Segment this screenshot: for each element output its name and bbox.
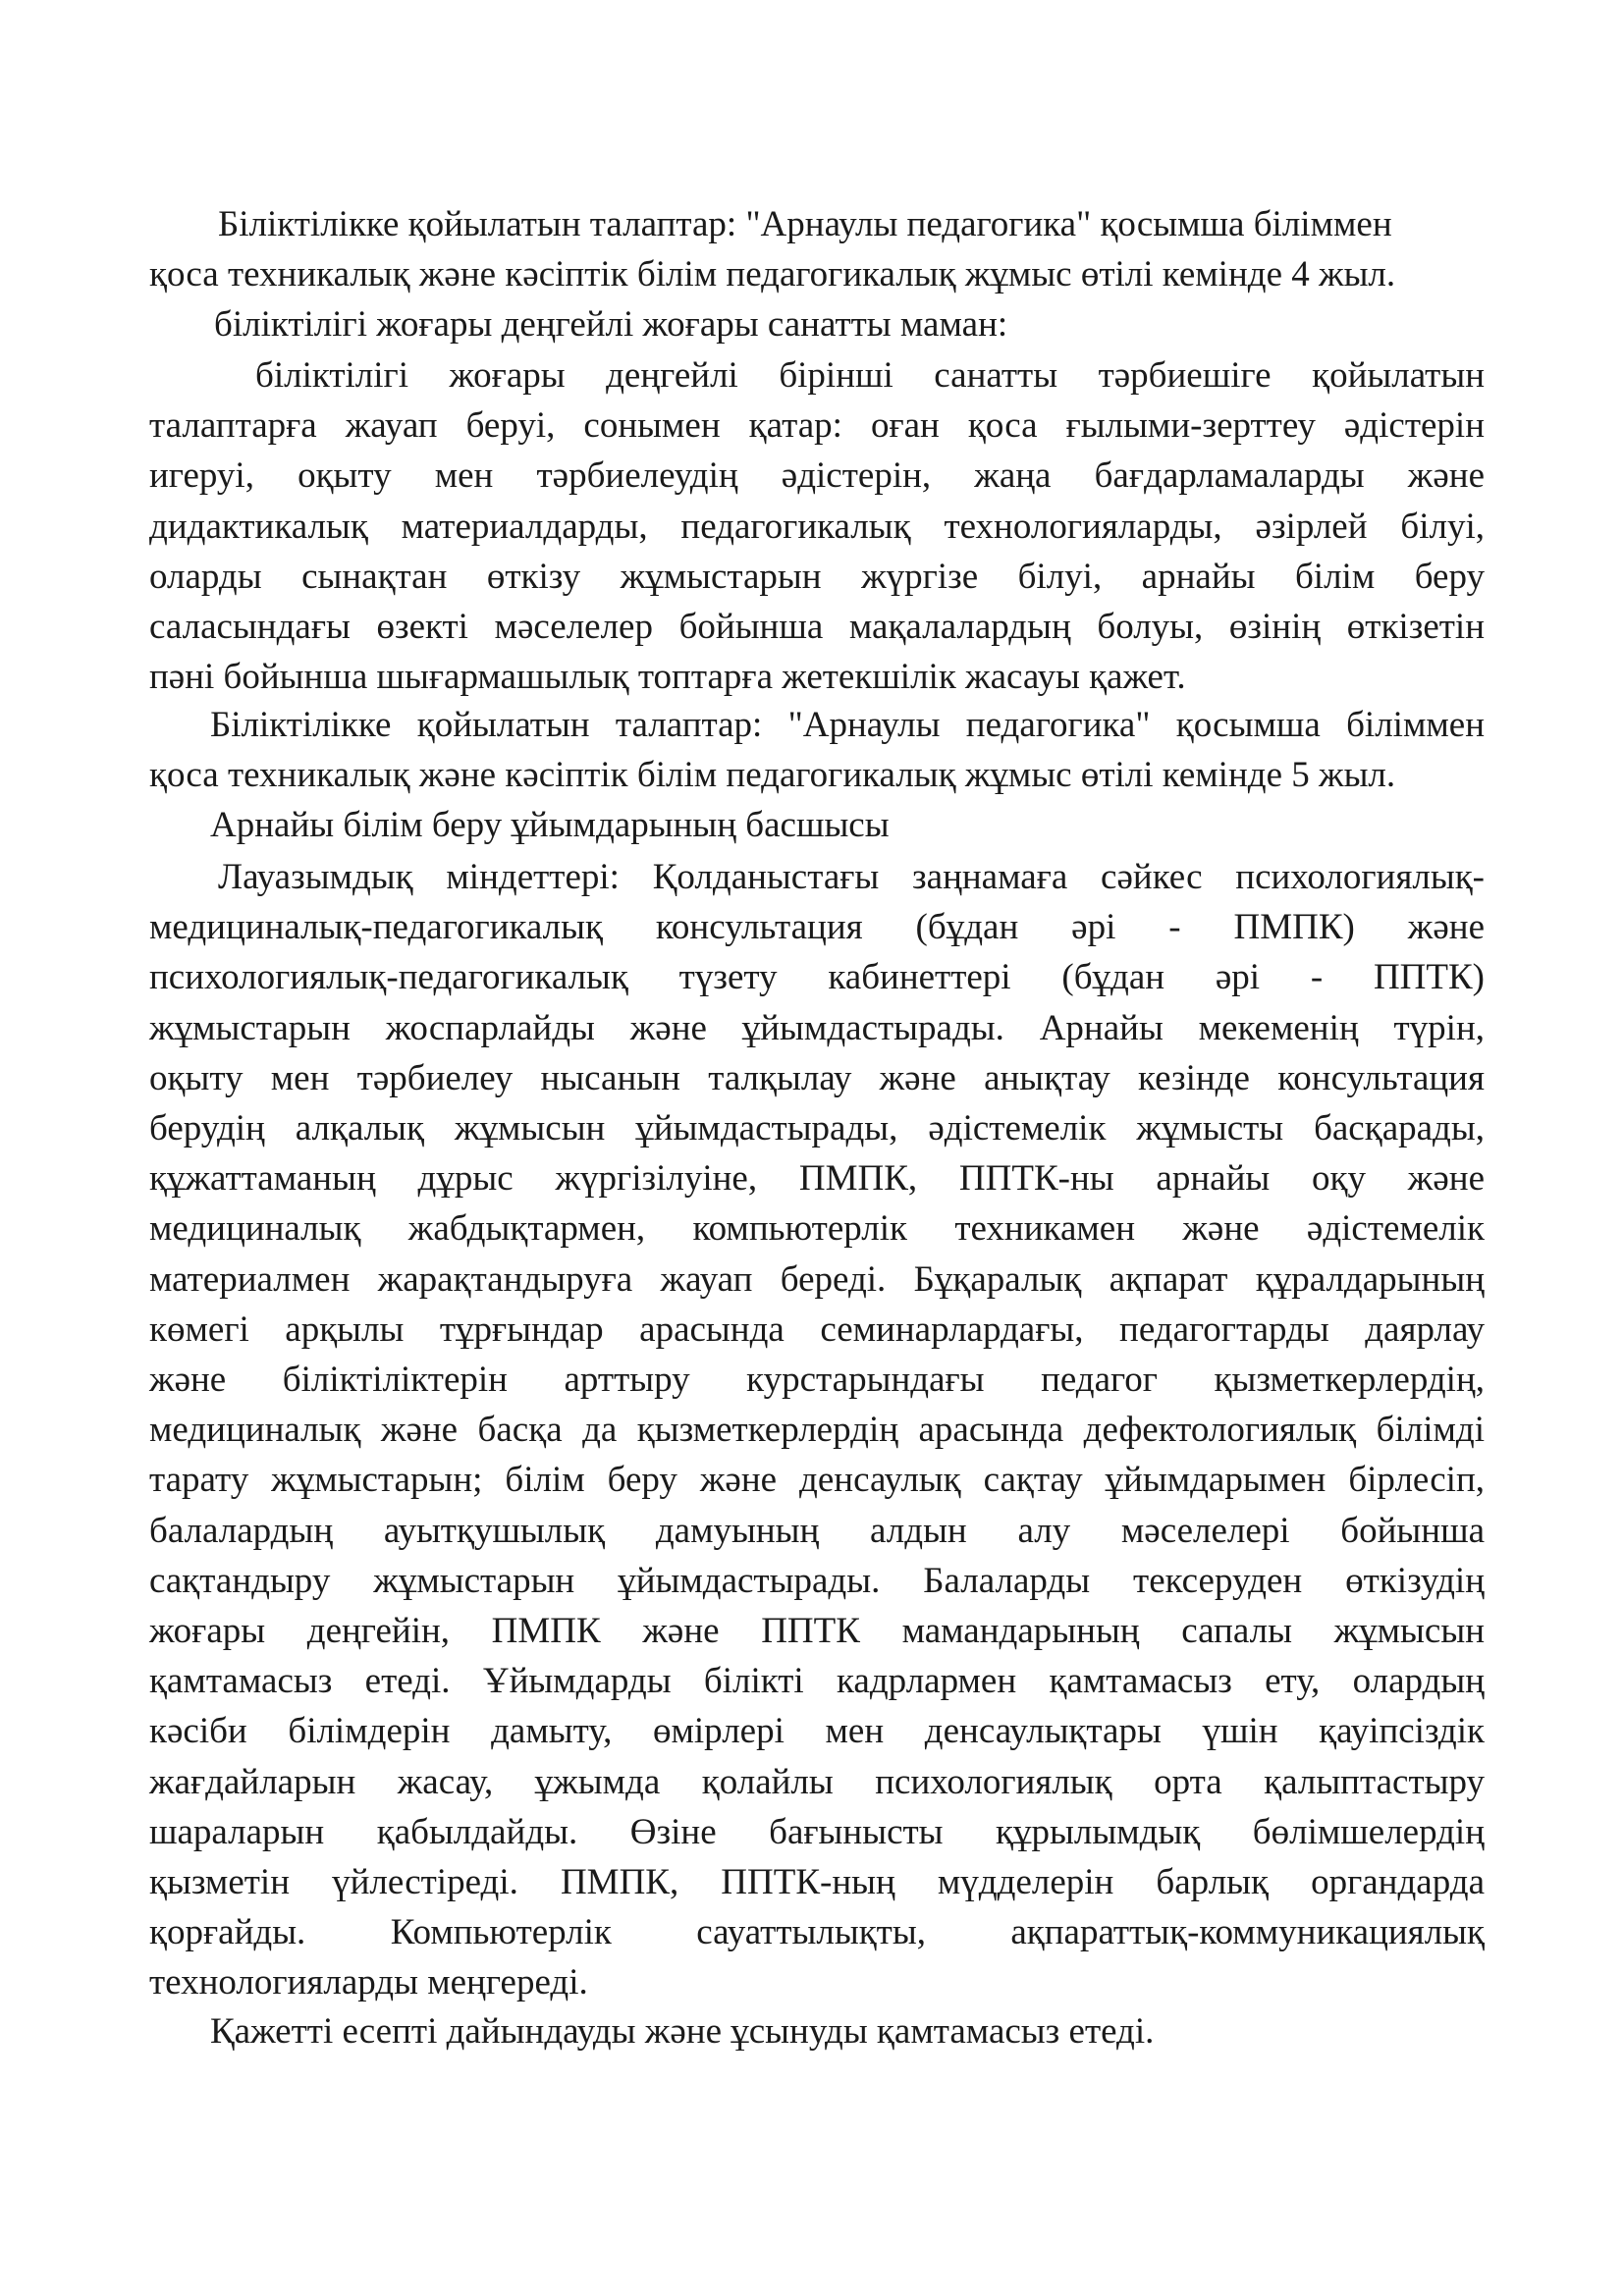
paragraph-head-of-organization-heading	[149, 800, 1485, 850]
text-line: оларды сынақтан өткізу жұмыстарын жүргізе білуі, арнайы білім беру	[149, 556, 1485, 597]
text-line: дидактикалық материалдарды, педагогикалық технологияларды, әзірлей білуі,	[149, 506, 1485, 547]
text-line: Біліктілікке қойылатын талаптар: "Арнаулы педагогика" қосымша біліммен	[210, 705, 1485, 745]
text-line: және біліктіліктерін арттыру курстарындағы педагог қызметкерлердің,	[149, 1360, 1485, 1401]
paragraph-qualification-requirements-5-years	[149, 700, 1485, 800]
text-line: Біліктілікке қойылатын талаптар: "Арнаулы педагогика" қосымша біліммен	[218, 204, 1392, 244]
text-line: Лауазымдық міндеттері: Қолданыстағы заңнамаға сәйкес психологиялық-	[218, 857, 1485, 897]
paragraph-report-preparation	[149, 2006, 1485, 2056]
text-line: медициналық-педагогикалық консультация (бұдан әрі - ПМПК) және	[149, 907, 1485, 948]
text-line: саласындағы өзекті мәселелер бойынша мақалалардың болуы, өзінің өткізетін	[149, 607, 1485, 648]
text-line: жағдайларын жасау, ұжымда қолайлы психологиялық орта қалыптастыру	[149, 1761, 1485, 1802]
paragraph-highest-category-requirements	[149, 350, 1485, 702]
text-line: қоса техникалық және кәсіптік білім педагогикалық жұмыс өтілі кемінде 5 жыл.	[149, 755, 1396, 796]
text-line: игеруі, оқыту мен тәрбиелеудің әдістерін, жаңа бағдарламаларды және	[149, 455, 1485, 497]
text-line: қамтамасыз етеді. Ұйымдарды білікті кадрлармен қамтамасыз ету, олардың	[149, 1661, 1485, 1702]
text-line: біліктілігі жоғары деңгейлі бірінші санатты тәрбиешіге қойылатын	[255, 355, 1485, 396]
text-line: құжаттаманың дұрыс жүргізілуіне, ПМПК, ППТК-ны арнайы оқу және	[149, 1158, 1485, 1200]
text-line: балалардың ауытқушылық дамуының алдын алу мәселелері бойынша	[149, 1510, 1485, 1551]
text-line: талаптарға жауап беруі, сонымен қатар: оған қоса ғылыми-зерттеу әдістерін	[149, 405, 1485, 447]
text-line: қоса техникалық және кәсіптік білім педагогикалық жұмыс өтілі кемінде 4 жыл.	[149, 254, 1396, 295]
text-line: шараларын қабылдайды. Өзіне бағынысты құрылымдық бөлімшелердің	[149, 1811, 1485, 1852]
text-line: Арнайы білім беру ұйымдарының басшысы	[210, 805, 890, 845]
text-line: көмегі арқылы тұрғындар арасында семинарлардағы, педагогтарды даярлау	[149, 1308, 1485, 1350]
text-line: біліктілігі жоғары деңгейлі жоғары санатты маман:	[214, 304, 1008, 345]
text-line: пәні бойынша шығармашылық топтарға жетекшілік жасауы қажет.	[149, 657, 1186, 698]
text-line: медициналық жабдықтармен, компьютерлік техникамен және әдістемелік	[149, 1208, 1485, 1250]
text-line: сақтандыру жұмыстарын ұйымдастырады. Балаларды тексеруден өткізудің	[149, 1560, 1485, 1601]
paragraph-qualification-requirements-4-years	[149, 199, 1485, 299]
text-line: технологияларды меңгереді.	[149, 1962, 588, 2003]
paragraph-highest-category-heading	[149, 299, 1485, 349]
text-line: материалмен жарақтандыруға жауап береді. Бұқаралық ақпарат құралдарының	[149, 1258, 1485, 1300]
text-line: жоғары деңгейін, ПМПК және ППТК мамандарының сапалы жұмысын	[149, 1611, 1485, 1652]
text-line: оқыту мен тәрбиелеу нысанын талқылау және анықтау кезінде консультация	[149, 1057, 1485, 1098]
text-line: кәсіби білімдерін дамыту, өмірлері мен денсаулықтары үшін қауіпсіздік	[149, 1711, 1485, 1752]
text-line: жұмыстарын жоспарлайды және ұйымдастырады. Арнайы мекеменің түрін,	[149, 1007, 1485, 1048]
text-line: Қажетті есепті дайындауды және ұсынуды қамтамасыз етеді.	[210, 2011, 1155, 2052]
text-line: қорғайды. Компьютерлік сауаттылықты, ақпараттық-коммуникациялық	[149, 1912, 1485, 1953]
text-line: тарату жұмыстарын; білім беру және денсаулық сақтау ұйымдарымен бірлесіп,	[149, 1460, 1485, 1501]
text-line: медициналық және басқа да қызметкерлердің арасында дефектологиялық білімді	[149, 1410, 1485, 1451]
text-line: қызметін үйлестіреді. ПМПК, ППТК-ның мүдделерін барлық органдарда	[149, 1862, 1485, 1903]
text-line: берудің алқалық жұмысын ұйымдастырады, әдістемелік жұмысты басқарады,	[149, 1108, 1485, 1149]
text-line: психологиялық-педагогикалық түзету кабинеттері (бұдан әрі - ППТК)	[149, 957, 1485, 998]
paragraph-job-duties	[149, 852, 1485, 2008]
